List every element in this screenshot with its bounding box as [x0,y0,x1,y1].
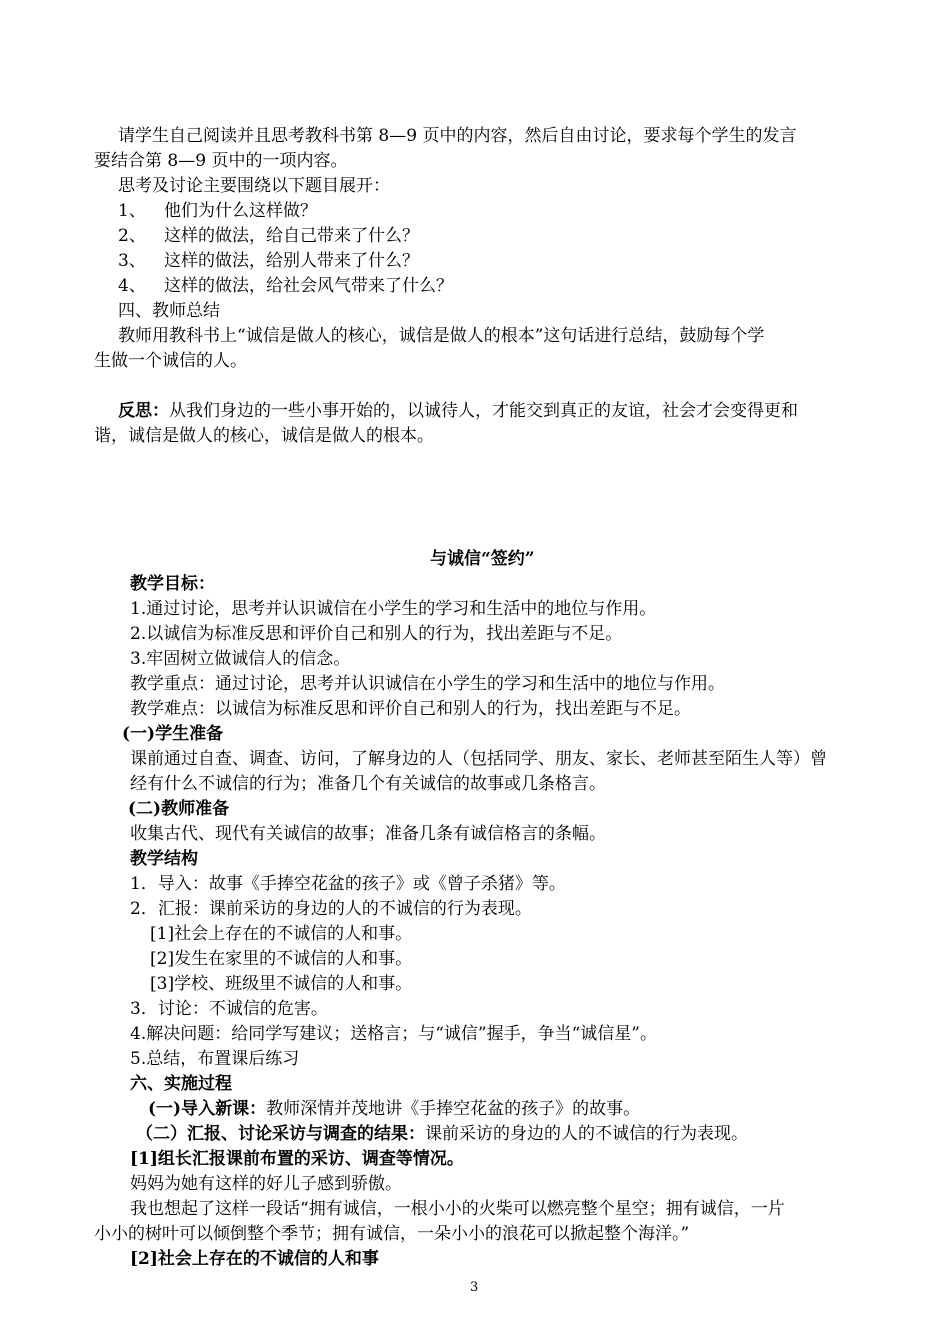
teacher-prep-heading: (二)教师准备 [128,799,230,819]
lesson-title: 与诚信“签约” [430,549,535,569]
mother-line: 妈妈为她有这样的好儿子感到骄傲。 [130,1174,402,1194]
teacher-prep-text: 收集古代、现代有关诚信的故事；准备几条有诚信格言的条幅。 [130,824,606,844]
structure-item: 1．导入：故事《手捧空花盆的孩子》或《曾子杀猪》等。 [130,874,566,894]
question-number: 1、 [118,201,146,221]
reflection-label: 反思： [118,401,169,421]
process-heading: 六、实施过程 [130,1074,232,1094]
goal-item: 3.牢固树立做诚信人的信念。 [130,649,351,669]
summary-line-2: 生做一个诚信的人。 [94,351,247,371]
structure-subitem: [2]发生在家里的不诚信的人和事。 [150,949,413,969]
structure-item: 5.总结，布置课后练习 [130,1049,300,1069]
process-report-text: 课前采访的身边的人的不诚信的行为表现。 [425,1124,748,1144]
process-intro [148,1097,640,1121]
question-number: 4、 [118,276,146,296]
teaching-difficulty: 教学难点：以诚信为标准反思和评价自己和别人的行为，找出差距与不足。 [130,699,691,719]
reflection-text: 从我们身边的一些小事开始的，以诚待人，才能交到真正的友谊，社会才会变得更和 [169,401,798,421]
heading-teacher-summary: 四、教师总结 [118,301,220,321]
goal-item: 1.通过讨论，思考并认识诚信在小学生的学习和生活中的地位与作用。 [130,599,657,619]
process-intro-text: 教师深情并茂地讲《手捧空花盆的孩子》的故事。 [266,1099,641,1119]
intro-line-2: 要结合第 8—9 页中的一项内容。 [94,151,348,171]
student-prep-heading: (一)学生准备 [122,724,224,744]
structure-item: 4.解决问题：给同学写建议；送格言；与“诚信”握手，争当“诚信星”。 [130,1024,657,1044]
teaching-focus: 教学重点：通过讨论，思考并认识诚信在小学生的学习和生活中的地位与作用。 [130,674,725,694]
discussion-lead: 思考及讨论主要围绕以下题目展开： [118,176,390,196]
structure-item: 2．汇报：课前采访的身边的人的不诚信的行为表现。 [130,899,532,919]
structure-item: 3．讨论：不诚信的危害。 [130,999,328,1019]
goals-heading: 教学目标： [130,574,215,594]
reflection-line-2: 谐，诚信是做人的核心，诚信是做人的根本。 [94,426,434,446]
structure-subitem: [3]学校、班级里不诚信的人和事。 [150,974,413,994]
student-prep-line-1: 课前通过自查、调查、访问，了解身边的人（包括同学、朋友、家长、老师甚至陌生人等）曾 [130,749,827,769]
process-intro-label: (一)导入新课： [148,1099,267,1119]
student-prep-line-2: 经有什么不诚信的行为；准备几个有关诚信的故事或几条格言。 [130,774,606,794]
question-text: 这样的做法，给别人带来了什么？ [164,251,419,271]
question-text: 他们为什么这样做？ [164,201,317,221]
goal-item: 2.以诚信为标准反思和评价自己和别人的行为，找出差距与不足。 [130,624,623,644]
intro-line-1: 请学生自己阅读并且思考教科书第 8—9 页中的内容，然后自由讨论，要求每个学生的发言 [118,126,797,146]
page-number: 3 [470,1280,479,1295]
quote-line-1: 我也想起了这样一段话“拥有诚信，一根小小的火柴可以燃亮整个星空；拥有诚信，一片 [130,1199,785,1219]
structure-heading: 教学结构 [130,849,198,869]
process-report [136,1122,748,1146]
reflection-line-1 [118,399,798,423]
society-heading: [2]社会上存在的不诚信的人和事 [130,1249,379,1269]
question-text: 这样的做法，给自己带来了什么？ [164,226,419,246]
structure-subitem: [1]社会上存在的不诚信的人和事。 [150,924,413,944]
question-number: 3、 [118,251,146,271]
summary-line-1: 教师用教科书上“诚信是做人的核心，诚信是做人的根本”这句话进行总结，鼓励每个学 [118,326,765,346]
group-report-heading: [1]组长汇报课前布置的采访、调查等情况。 [130,1149,464,1169]
process-report-label: （二）汇报、讨论采访与调查的结果： [136,1124,425,1144]
question-text: 这样的做法，给社会风气带来了什么？ [164,276,453,296]
quote-line-2: 小小的树叶可以倾倒整个季节；拥有诚信，一朵小小的浪花可以掀起整个海洋。” [94,1224,690,1244]
question-number: 2、 [118,226,146,246]
